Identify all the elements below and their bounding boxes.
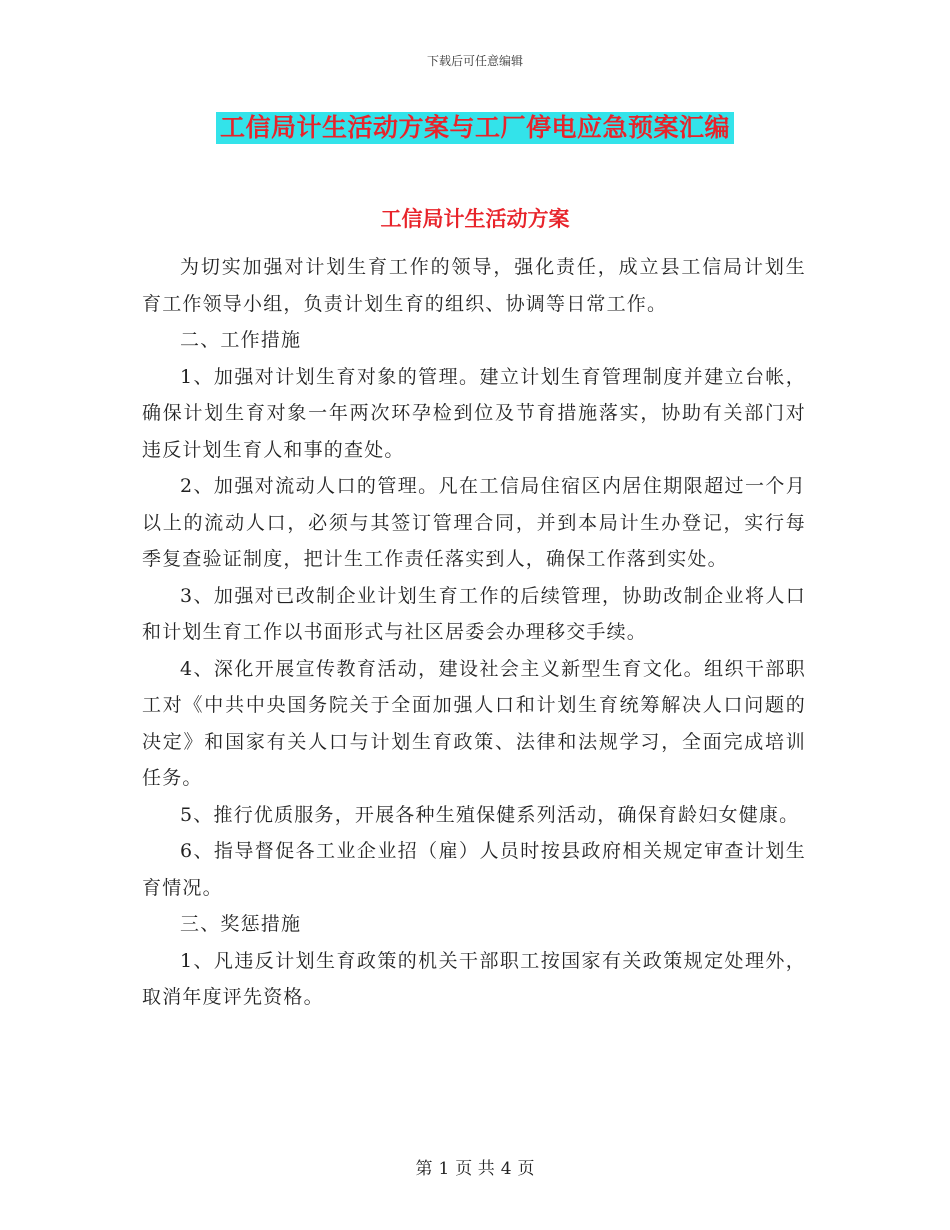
- paragraph-measure-5: 5、推行优质服务，开展各种生殖保健系列活动，确保育龄妇女健康。: [180, 803, 800, 826]
- paragraph-intro: 为切实加强对计划生育工作的领导，强化责任，成立县工信局计划生育工作领导小组，负责计划生育的组织、协调等日常工作。: [142, 256, 806, 315]
- paragraph-reward-1: 1、凡违反计划生育政策的机关干部职工按国家有关政策规定处理外，取消年度评先资格。: [142, 949, 806, 1008]
- header-note: 下载后可任意编辑: [426, 54, 523, 68]
- document-title-text: 工信局计生活动方案与工厂停电应急预案汇编: [216, 112, 734, 144]
- heading-reward-punishment: 三、奖惩措施: [180, 913, 302, 935]
- page-footer: [0, 1154, 950, 1179]
- body-text: [142, 249, 806, 1016]
- paragraph-measure-1: 1、加强对计划生育对象的管理。建立计划生育管理制度并建立台帐，确保计划生育对象一年两次环孕检到位及节育措施落实，协助有关部门对违反计划生育人和事的查处。: [142, 365, 806, 461]
- paragraph-measure-2: 2、加强对流动人口的管理。凡在工信局住宿区内居住期限超过一个月以上的流动人口，必须与其签订管理合同，并到本局计生办登记，实行每季复查验证制度，把计生工作责任落实到人，确保工作落到实处。: [142, 475, 806, 570]
- footer-mid: 页 共: [455, 1159, 495, 1179]
- heading-work-measures: 二、工作措施: [180, 329, 302, 351]
- paragraph-measure-4: 4、深化开展宣传教育活动，建设社会主义新型生育文化。组织干部职工对《中共中央国务院关于全面加强人口和计划生育统筹解决人口问题的决定》和国家有关人口与计划生育政策、法律和法规学习，全面完成培训任务。: [142, 657, 806, 789]
- document-title: [0, 112, 950, 144]
- footer-page-number: 1: [438, 1159, 450, 1179]
- footer-page-total: 4: [500, 1159, 512, 1179]
- paragraph-measure-3: 3、加强对已改制企业计划生育工作的后续管理，协助改制企业将人口和计划生育工作以书面形式与社区居委会办理移交手续。: [142, 584, 806, 643]
- paragraph-measure-6: 6、指导督促各工业企业招（雇）人员时按县政府相关规定审查计划生育情况。: [142, 840, 806, 899]
- footer-suffix: 页: [517, 1159, 535, 1179]
- footer-prefix: 第: [415, 1159, 433, 1179]
- section-title: 工信局计生活动方案: [380, 207, 570, 231]
